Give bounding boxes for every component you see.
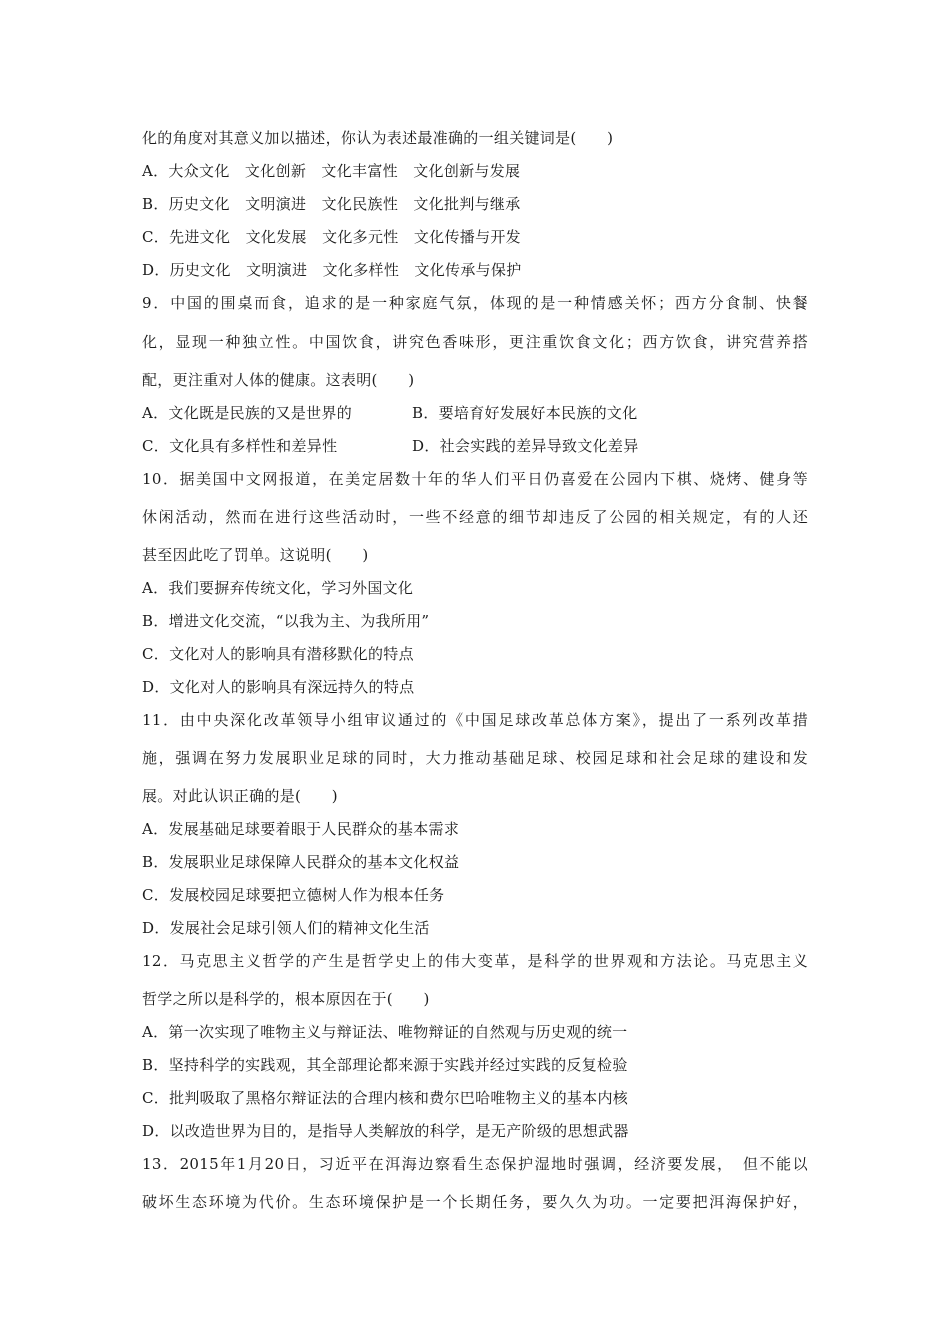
q8-option-a: A．大众文化 文化创新 文化丰富性 文化创新与发展 bbox=[142, 162, 521, 180]
q13-stem-line-2: 破坏生态环境为代价。生态环境保护是一个长期任务，要久久为功。一定要把洱海保护好， bbox=[142, 1193, 808, 1211]
q9-stem-line-1: 9．中国的围桌而食，追求的是一种家庭气氛，体现的是一种情感关怀；西方分食制、快餐 bbox=[142, 294, 808, 312]
q13-stem-line-1: 13．2015年1月20日，习近平在洱海边察看生态保护湿地时强调，经济要发展， 但不能以 bbox=[142, 1155, 808, 1173]
q11-stem-line-3: 展。对此认识正确的是( ) bbox=[142, 787, 338, 805]
q11-option-a: A．发展基础足球要着眼于人民群众的基本需求 bbox=[142, 820, 460, 838]
q12-option-b: B．坚持科学的实践观，其全部理论都来源于实践并经过实践的反复检验 bbox=[142, 1056, 628, 1074]
q10-stem-line-2: 休闲活动，然而在进行这些活动时，一些不经意的细节却违反了公园的相关规定，有的人还 bbox=[142, 508, 808, 526]
q8-option-b: B．历史文化 文明演进 文化民族性 文化批判与继承 bbox=[142, 195, 521, 213]
q11-option-d: D．发展社会足球引领人们的精神文化生活 bbox=[142, 919, 430, 937]
q10-option-a: A．我们要摒弃传统文化，学习外国文化 bbox=[142, 579, 414, 597]
q9-stem-line-3: 配，更注重对人体的健康。这表明( ) bbox=[142, 371, 415, 389]
q9-option-d: D．社会实践的差异导致文化差异 bbox=[412, 437, 639, 455]
q11-option-c: C．发展校园足球要把立德树人作为根本任务 bbox=[142, 886, 445, 904]
q8-option-c: C．先进文化 文化发展 文化多元性 文化传播与开发 bbox=[142, 228, 521, 246]
q9-option-b: B．要培育好发展好本民族的文化 bbox=[412, 404, 638, 422]
q10-stem-line-3: 甚至因此吃了罚单。这说明( ) bbox=[142, 546, 369, 564]
q12-option-c: C．批判吸取了黑格尔辩证法的合理内核和费尔巴哈唯物主义的基本内核 bbox=[142, 1089, 629, 1107]
q12-stem-line-1: 12．马克思主义哲学的产生是哲学史上的伟大变革，是科学的世界观和方法论。马克思主义 bbox=[142, 952, 808, 970]
q10-option-d: D．文化对人的影响具有深远持久的特点 bbox=[142, 678, 415, 696]
q10-option-b: B．增进文化交流，“以我为主、为我所用” bbox=[142, 612, 430, 630]
q10-option-c: C．文化对人的影响具有潜移默化的特点 bbox=[142, 645, 414, 663]
q9-option-c: C．文化具有多样性和差异性 bbox=[142, 437, 338, 455]
q12-option-d: D．以改造世界为目的，是指导人类解放的科学，是无产阶级的思想武器 bbox=[142, 1122, 629, 1140]
q12-stem-line-2: 哲学之所以是科学的，根本原因在于( ) bbox=[142, 990, 430, 1008]
q12-option-a: A．第一次实现了唯物主义与辩证法、唯物辩证的自然观与历史观的统一 bbox=[142, 1023, 628, 1041]
q9-option-a: A．文化既是民族的又是世界的 bbox=[142, 404, 353, 422]
q11-option-b: B．发展职业足球保障人民群众的基本文化权益 bbox=[142, 853, 460, 871]
q11-stem-line-1: 11．由中央深化改革领导小组审议通过的《中国足球改革总体方案》，提出了一系列改革措 bbox=[142, 711, 808, 729]
q11-stem-line-2: 施，强调在努力发展职业足球的同时，大力推动基础足球、校园足球和社会足球的建设和发 bbox=[142, 749, 808, 767]
q8-option-d: D．历史文化 文明演进 文化多样性 文化传承与保护 bbox=[142, 261, 522, 279]
q8-stem-tail: 化的角度对其意义加以描述，你认为表述最准确的一组关键词是( ) bbox=[142, 129, 614, 147]
q10-stem-line-1: 10．据美国中文网报道，在美定居数十年的华人们平日仍喜爱在公园内下棋、烧烤、健身等 bbox=[142, 470, 808, 488]
q9-stem-line-2: 化，显现一种独立性。中国饮食，讲究色香味形，更注重饮食文化；西方饮食，讲究营养搭 bbox=[142, 333, 808, 351]
